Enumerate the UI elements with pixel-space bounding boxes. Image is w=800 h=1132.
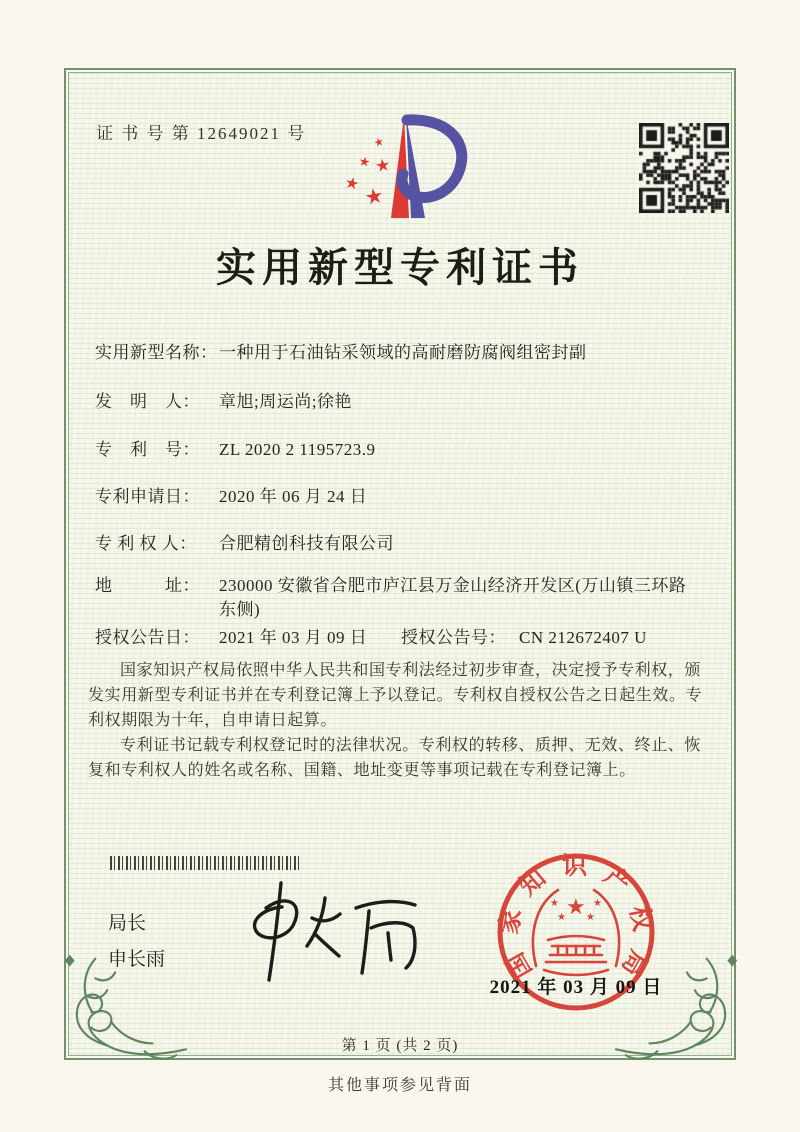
- svg-text:★: ★: [557, 912, 566, 923]
- field-label: 发 明 人：: [95, 392, 200, 411]
- field-row-filing-date: [95, 484, 720, 510]
- field-row-patentee: [95, 531, 720, 557]
- signer-name: 申长雨: [108, 949, 166, 970]
- legal-paragraph-2: 专利证书记载专利权登记时的法律状况。专利权的转移、质押、无效、终止、恢复和专利权人的姓名或名称、国籍、地址变更等事项记载在专利登记簿上。: [88, 737, 702, 779]
- field-value: CN 212672407 U: [519, 628, 647, 647]
- field-value: 章旭;周运尚;徐艳: [219, 392, 352, 411]
- certificate-title: 实用新型专利证书: [216, 245, 584, 290]
- national-emblem-icon: [550, 895, 602, 923]
- field-value: 合肥精创科技有限公司: [219, 534, 394, 553]
- svg-text:★: ★: [566, 895, 586, 920]
- field-value: ZL 2020 2 1195723.9: [219, 440, 376, 459]
- field-label: 授权公告日：: [95, 628, 200, 647]
- svg-text:★: ★: [586, 912, 595, 923]
- field-value: 230000 安徽省合肥市庐江县万金山经济开发区(万山镇三环路东侧): [219, 576, 687, 619]
- field-label: 实用新型名称：: [95, 343, 218, 362]
- cnipa-logo-icon: [330, 110, 475, 230]
- legal-text: [88, 658, 716, 783]
- field-label: 专利申请日：: [95, 487, 200, 506]
- signer-block: [108, 906, 165, 978]
- seal-org-text: 国家知识产权局: [495, 852, 657, 983]
- back-side-note: 其他事项参见背面: [327, 1077, 472, 1094]
- signer-role: 局长: [108, 913, 147, 934]
- svg-text:★: ★: [593, 898, 602, 909]
- page-number: 第 1 页 (共 2 页): [341, 1038, 459, 1054]
- certificate-number: 证 书 号 第 12649021 号: [96, 124, 307, 143]
- seal-date: 2021 年 03 月 09 日: [489, 977, 663, 998]
- field-label: 地 址：: [95, 576, 200, 595]
- field-label: 专 利 权 人：: [95, 534, 197, 553]
- qr-code: [639, 123, 729, 213]
- field-value: 2020 年 06 月 24 日: [219, 487, 368, 506]
- svg-text:★: ★: [550, 898, 559, 909]
- svg-text:★: ★: [357, 154, 372, 171]
- svg-text:★: ★: [362, 183, 386, 210]
- field-row-patent-number: [95, 437, 720, 463]
- grant-number-pair: [401, 625, 647, 651]
- field-row-inventors: [95, 389, 720, 415]
- svg-text:★: ★: [372, 134, 386, 150]
- legal-paragraph-1: 国家知识产权局依照中华人民共和国专利法经过初步审查，决定授予专利权，颁发实用新型专利证书并在专利登记簿上予以登记。专利权自授权公告之日起生效。专利权期限为十年，自申请日起算。: [88, 662, 703, 729]
- field-label: 专 利 号：: [95, 440, 200, 459]
- field-value: 2021 年 03 月 09 日: [219, 628, 368, 647]
- field-row-address: [95, 574, 720, 622]
- field-row-utility-model-name: [95, 340, 720, 366]
- barcode: [110, 856, 302, 870]
- field-value: 一种用于石油钻采领域的高耐磨防腐阀组密封副: [219, 343, 587, 362]
- commissioner-signature: [228, 876, 423, 988]
- field-row-grant-date-and-number: [95, 625, 720, 651]
- svg-text:★: ★: [343, 172, 362, 194]
- svg-text:★: ★: [373, 155, 392, 177]
- field-label: 授权公告号：: [401, 628, 506, 647]
